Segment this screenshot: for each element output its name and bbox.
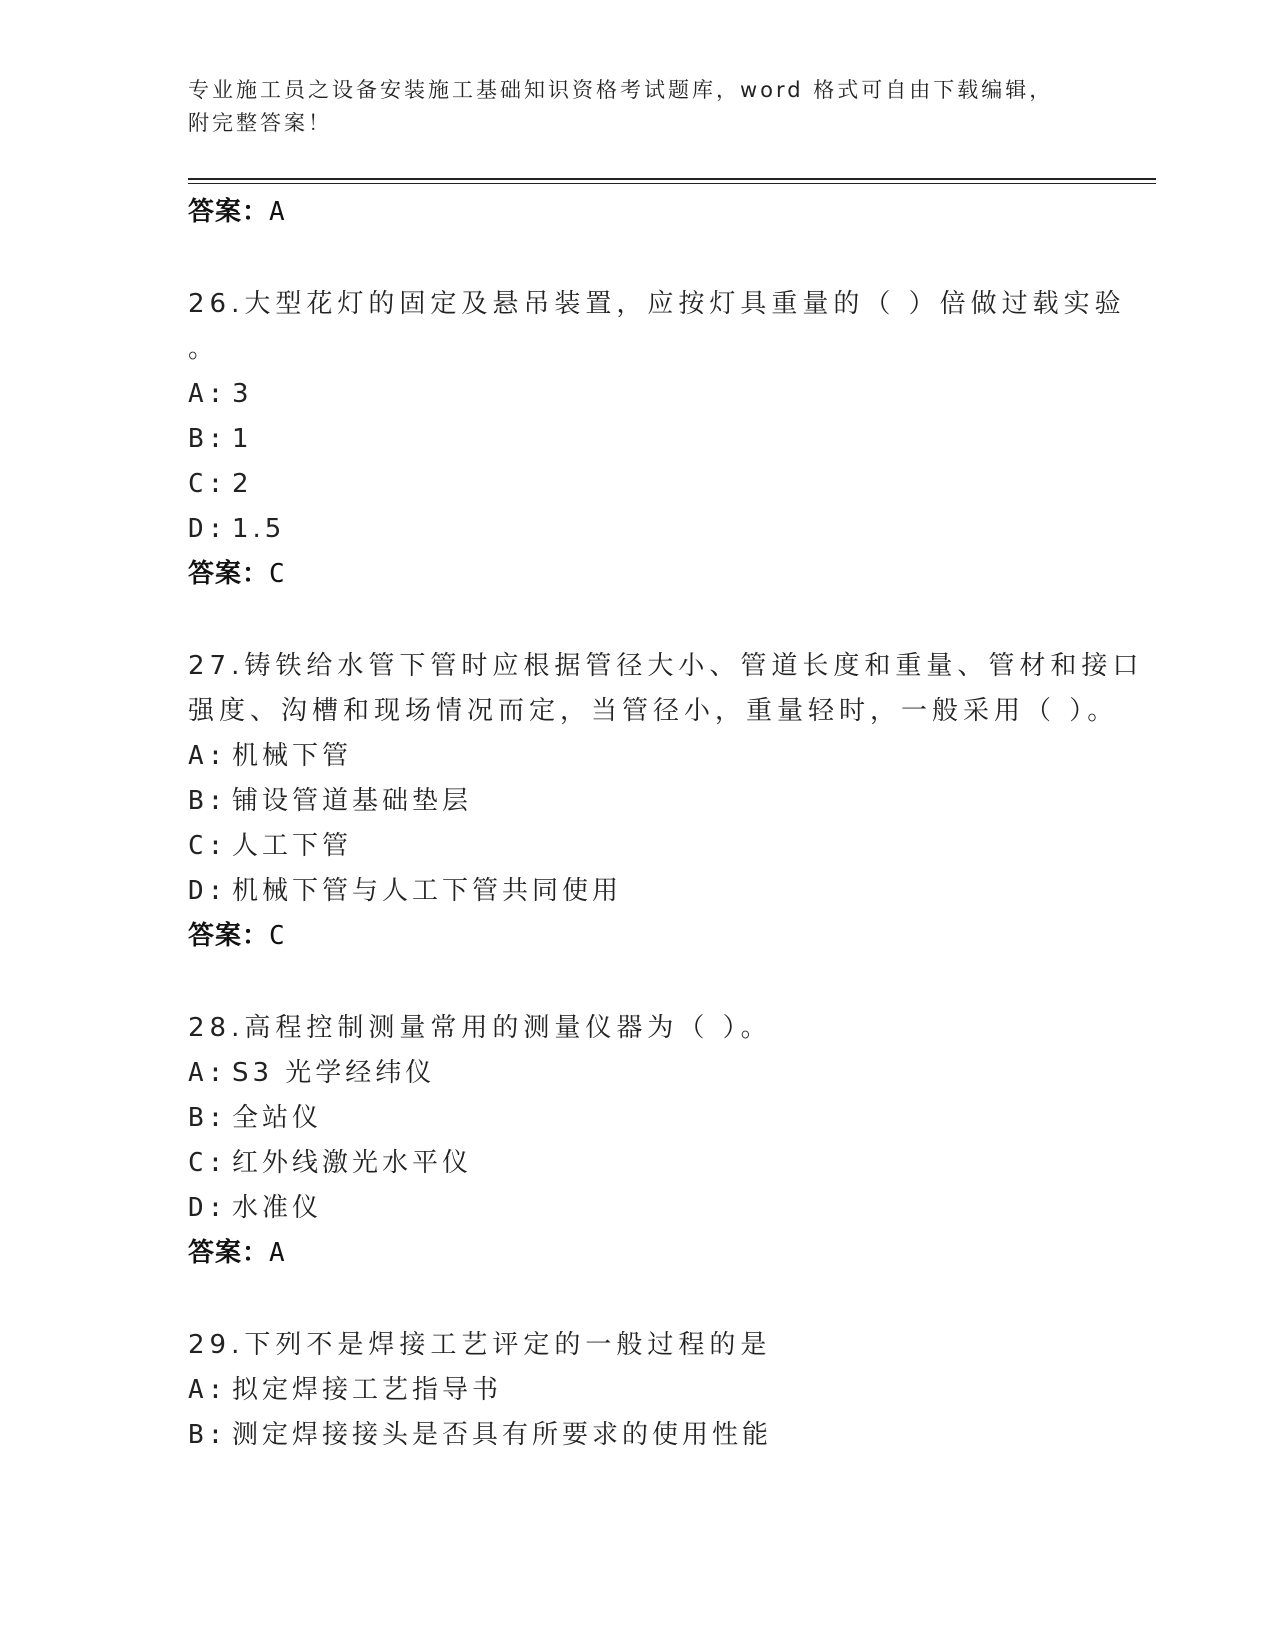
- option-letter: B:: [188, 1103, 228, 1133]
- option-letter: A:: [188, 1375, 228, 1405]
- answer-line: [188, 1231, 1118, 1275]
- answer-line: [188, 190, 1118, 234]
- question-28: [188, 1006, 1118, 1275]
- option-d: [188, 507, 1118, 552]
- header-line-1: 专业施工员之设备安装施工基础知识资格考试题库，word 格式可自由下载编辑，: [188, 78, 1054, 102]
- option-text: 1: [232, 424, 253, 454]
- question-26: [188, 282, 1126, 596]
- spacer: [188, 1275, 1118, 1323]
- option-d: [188, 1186, 1118, 1231]
- answer-label: 答案：: [188, 1238, 270, 1268]
- option-letter: C:: [188, 831, 228, 861]
- answer-label: 答案：: [188, 921, 270, 951]
- answer-line: [188, 552, 1118, 596]
- option-c: [188, 462, 1118, 507]
- option-a: [188, 1368, 1118, 1413]
- header-divider-thin: [188, 183, 1156, 184]
- answer-value: A: [269, 197, 286, 227]
- option-letter: A:: [188, 1058, 228, 1088]
- option-text: 2: [232, 469, 253, 499]
- option-text: 人工下管: [232, 831, 353, 861]
- option-a: [188, 734, 1118, 779]
- option-d: [188, 869, 1118, 914]
- question-27: [188, 644, 1144, 958]
- question-text: 29.下列不是焊接工艺评定的一般过程的是: [188, 1330, 772, 1360]
- option-letter: B:: [188, 424, 228, 454]
- spacer: [188, 958, 1118, 1006]
- option-c: [188, 824, 1118, 869]
- option-letter: C:: [188, 1148, 228, 1178]
- option-text: 铺设管道基础垫层: [232, 786, 473, 816]
- question-text: 27.铸铁给水管下管时应根据管径大小、管道长度和重量、管材和接口: [188, 651, 1144, 681]
- question-text: 。: [188, 334, 220, 364]
- option-text: S3 光学经纬仪: [232, 1058, 436, 1088]
- question-list: [188, 190, 1144, 1458]
- option-letter: B:: [188, 786, 228, 816]
- option-letter: A:: [188, 741, 228, 771]
- option-text: 机械下管与人工下管共同使用: [232, 876, 623, 906]
- option-b: [188, 1096, 1118, 1141]
- option-text: 全站仪: [232, 1103, 323, 1133]
- answer-value: C: [269, 559, 286, 589]
- option-text: 水准仪: [232, 1193, 323, 1223]
- option-text: 测定焊接接头是否具有所要求的使用性能: [232, 1420, 773, 1450]
- option-letter: D:: [188, 1193, 228, 1223]
- option-letter: A:: [188, 379, 228, 409]
- answer-line: [188, 914, 1118, 958]
- option-letter: C:: [188, 469, 228, 499]
- spacer: [188, 596, 1118, 644]
- question-29: [188, 1323, 1118, 1458]
- answer-label: 答案：: [188, 559, 270, 589]
- option-text: 拟定焊接工艺指导书: [232, 1375, 503, 1405]
- question-text: 26.大型花灯的固定及悬吊装置，应按灯具重量的（ ）倍做过载实验: [188, 289, 1126, 319]
- option-a: [188, 372, 1118, 417]
- question-text: 28.高程控制测量常用的测量仪器为（ ）。: [188, 1013, 772, 1043]
- option-letter: D:: [188, 876, 228, 906]
- option-letter: D:: [188, 514, 228, 544]
- option-b: [188, 417, 1118, 462]
- option-text: 1.5: [232, 514, 286, 544]
- option-letter: B:: [188, 1420, 228, 1450]
- option-b: [188, 779, 1118, 824]
- answer-value: A: [269, 1238, 286, 1268]
- answer-value: C: [269, 921, 286, 951]
- answer-label: 答案：: [188, 197, 270, 227]
- option-text: 3: [232, 379, 253, 409]
- option-c: [188, 1141, 1118, 1186]
- question-text: 强度、沟槽和现场情况而定，当管径小，重量轻时，一般采用（ ）。: [188, 696, 1119, 726]
- option-text: 机械下管: [232, 741, 353, 771]
- page-header: [188, 74, 1088, 140]
- option-a: [188, 1051, 1118, 1096]
- spacer: [188, 234, 1118, 282]
- option-b: [188, 1413, 1118, 1458]
- header-divider-thick: [188, 178, 1156, 180]
- header-line-2: 附完整答案！: [188, 111, 332, 135]
- option-text: 红外线激光水平仪: [232, 1148, 473, 1178]
